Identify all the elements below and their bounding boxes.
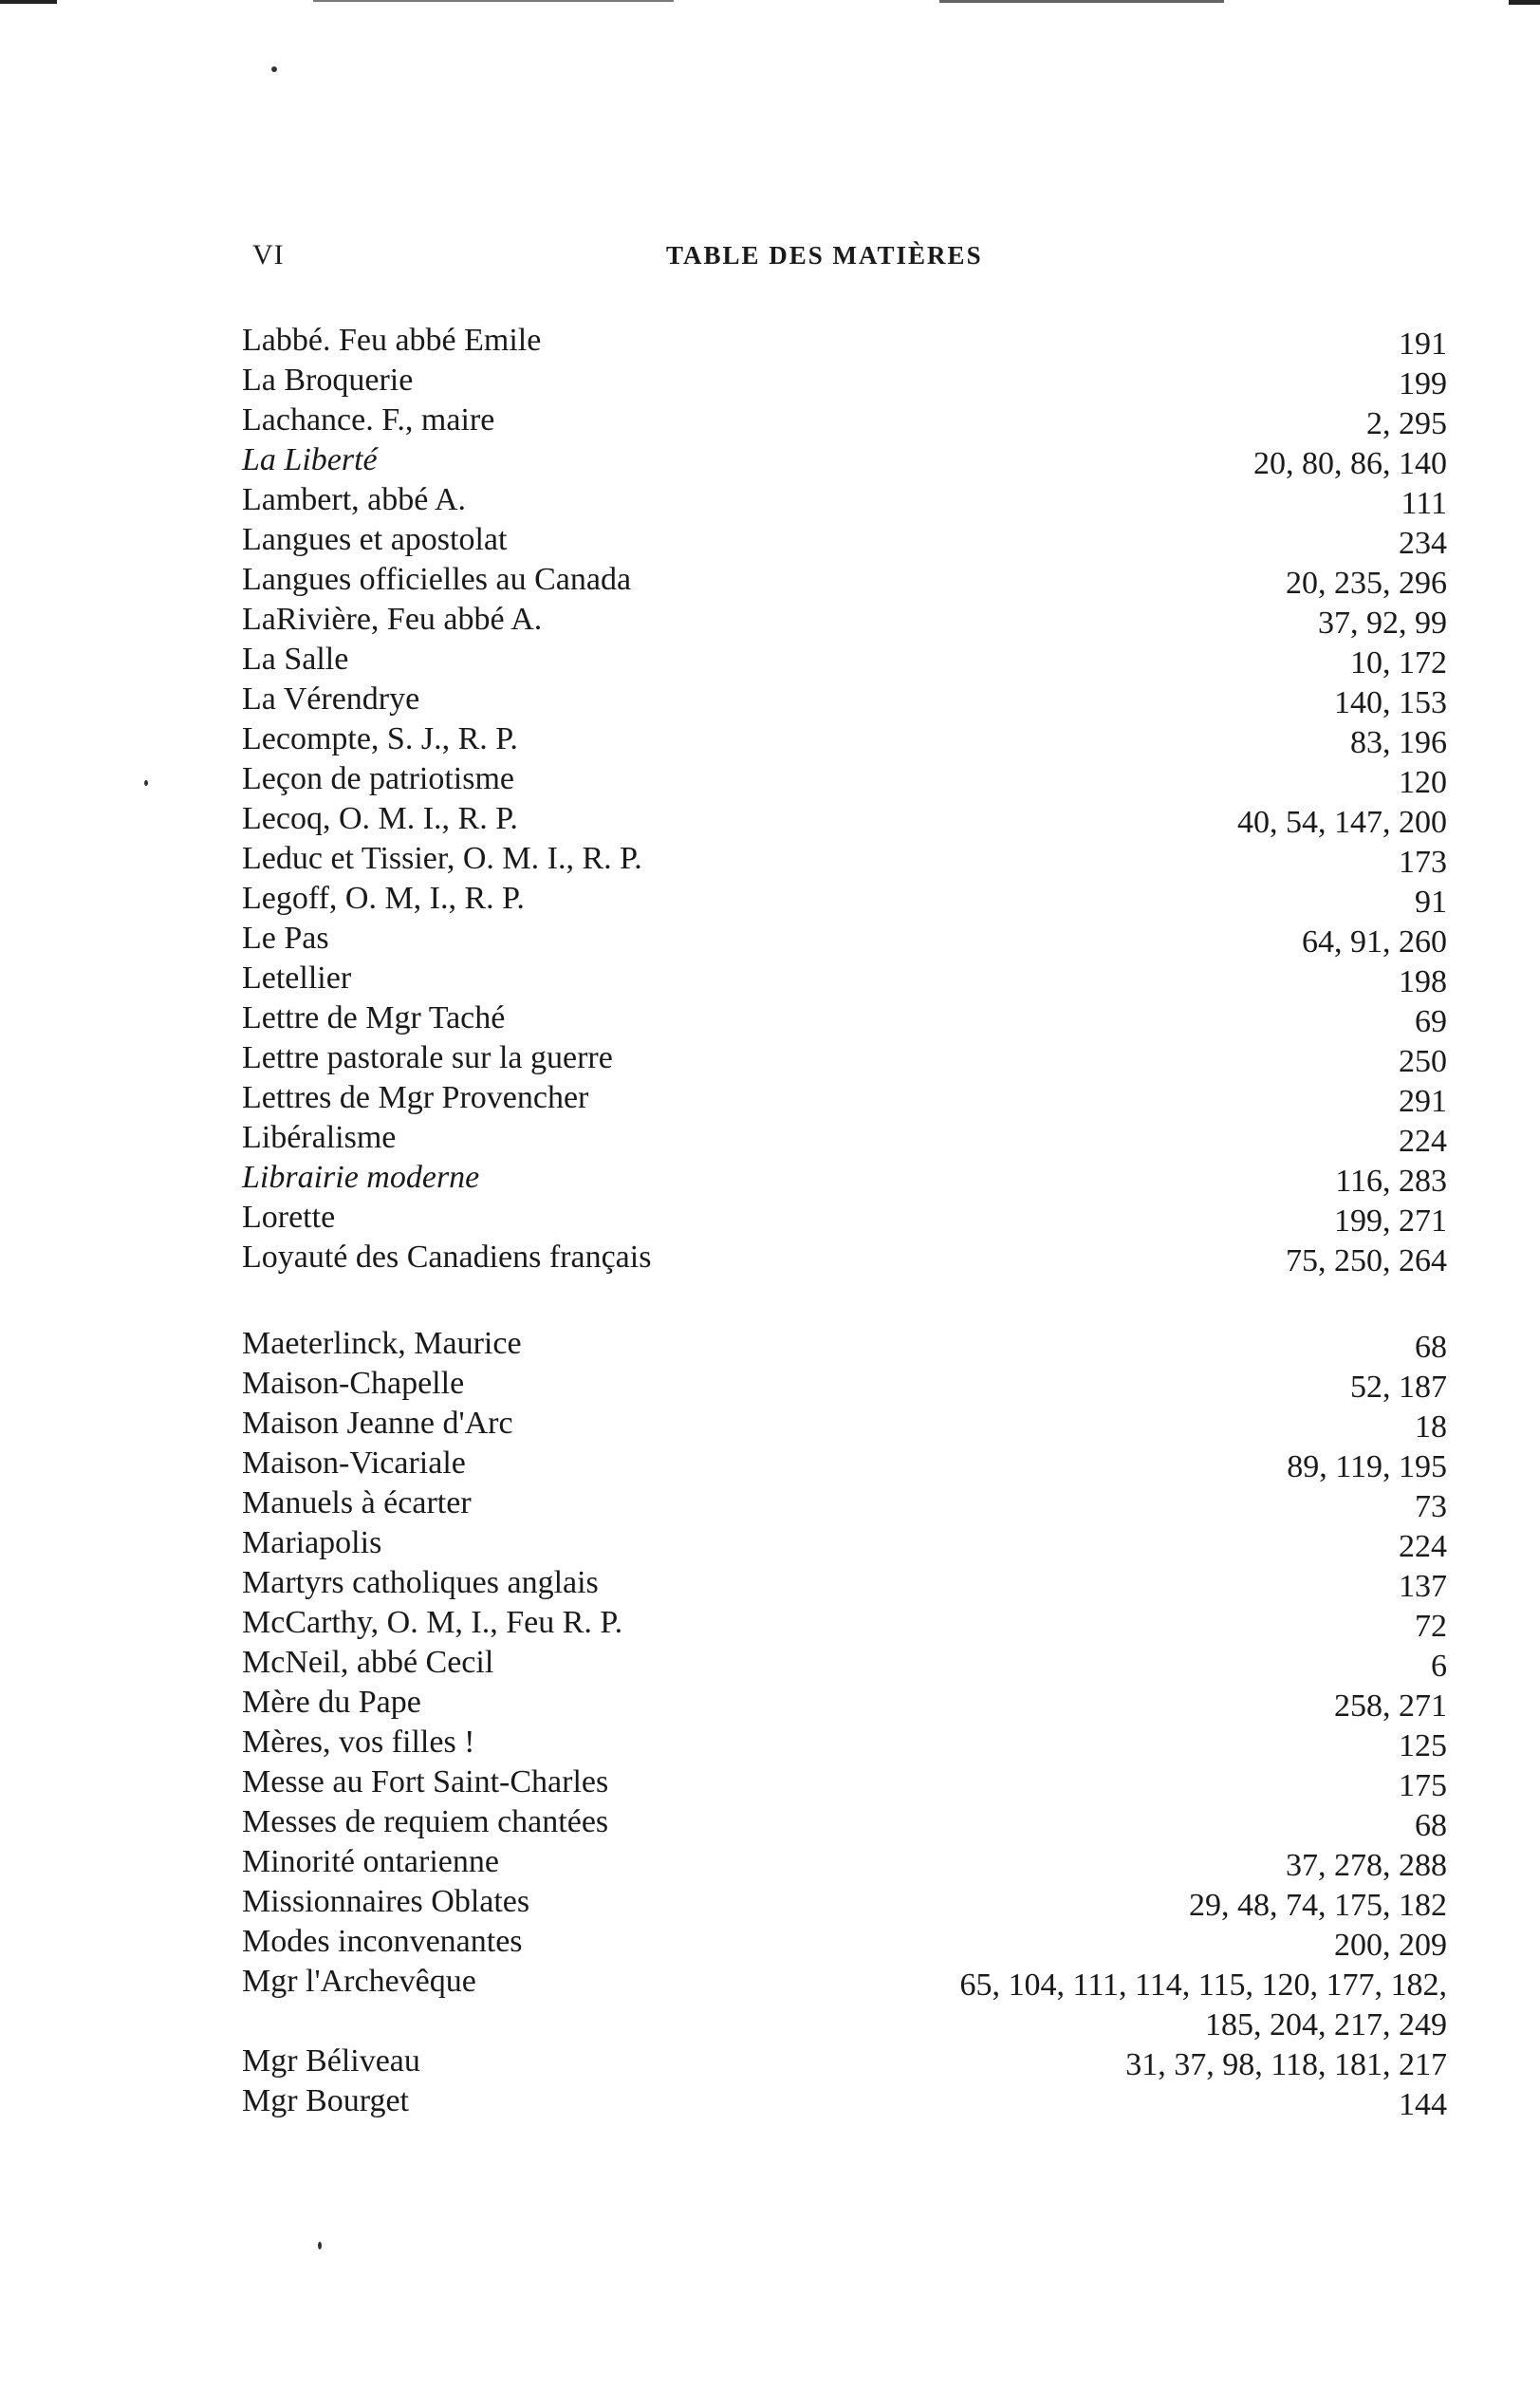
index-entry xyxy=(242,480,1447,520)
index-term: Maison Jeanne d'Arc xyxy=(242,1406,513,1441)
page-references: 234 xyxy=(1399,526,1447,561)
index-entry xyxy=(242,1762,1447,1802)
index-term: Lecompte, S. J., R. P. xyxy=(242,721,518,756)
index-entry xyxy=(242,1038,1447,1078)
index-term: Martyrs catholiques anglais xyxy=(242,1565,599,1600)
page-references: 69 xyxy=(1415,1004,1447,1039)
index-term: Maeterlinck, Maurice xyxy=(242,1326,522,1361)
scan-artifact xyxy=(939,0,1224,3)
index-entry xyxy=(242,640,1447,680)
page-references: 198 xyxy=(1399,964,1447,999)
page-references: 83, 196 xyxy=(1350,725,1447,760)
index-term: Messes de requiem chantées xyxy=(242,1804,609,1839)
index-section-m xyxy=(242,1324,1447,2121)
index-term: Minorité ontarienne xyxy=(242,1844,499,1879)
index-entry xyxy=(242,1523,1447,1563)
index-section-l xyxy=(242,321,1447,1277)
scan-speck xyxy=(144,780,148,786)
index-term: Langues officielles au Canada xyxy=(242,562,632,597)
index-entry xyxy=(242,719,1447,759)
index-entry xyxy=(242,600,1447,640)
page-references: 224 xyxy=(1399,1124,1447,1159)
page-number: VI xyxy=(252,239,285,270)
index-entry xyxy=(242,560,1447,600)
page-references: 89, 119, 195 xyxy=(1287,1449,1447,1484)
index-term: Mères, vos filles ! xyxy=(242,1725,475,1760)
index-term: Legoff, O. M, I., R. P. xyxy=(242,881,525,916)
index-entry xyxy=(242,759,1447,799)
index-entry xyxy=(242,321,1447,361)
index-entry xyxy=(242,1922,1447,1962)
index-entry xyxy=(242,799,1447,839)
page-references: 258, 271 xyxy=(1334,1688,1447,1724)
index-term: Mariapolis xyxy=(242,1525,382,1560)
page-references: 40, 54, 147, 200 xyxy=(1237,805,1447,840)
page-references: 20, 80, 86, 140 xyxy=(1253,446,1447,481)
index-term: McNeil, abbé Cecil xyxy=(242,1645,494,1680)
index-entry xyxy=(242,1563,1447,1603)
index-entry xyxy=(242,2081,1447,2121)
index-entry xyxy=(242,1078,1447,1118)
page-references: 175 xyxy=(1399,1768,1447,1803)
index-term: Lorette xyxy=(242,1200,336,1235)
index-entry xyxy=(242,680,1447,719)
index-term: Maison-Chapelle xyxy=(242,1366,465,1401)
index-entry xyxy=(242,839,1447,879)
scan-speck xyxy=(271,66,277,72)
page-references: 37, 278, 288 xyxy=(1286,1848,1447,1883)
index-term: La Liberté xyxy=(242,442,378,477)
index-term: Lambert, abbé A. xyxy=(242,482,467,517)
page-references: 31, 37, 98, 118, 181, 217 xyxy=(1125,2047,1447,2082)
page-references: 116, 283 xyxy=(1335,1164,1447,1199)
page-references: 250 xyxy=(1399,1044,1447,1079)
index-entry xyxy=(242,1603,1447,1643)
index-entry xyxy=(242,998,1447,1038)
index-term: Lettres de Mgr Provencher xyxy=(242,1080,589,1115)
index-term: Labbé. Feu abbé Emile xyxy=(242,323,542,358)
index-term: La Vérendrye xyxy=(242,681,420,717)
page-references: 64, 91, 260 xyxy=(1302,924,1447,960)
index-term: Loyauté des Canadiens français xyxy=(242,1240,652,1275)
page-references: 37, 92, 99 xyxy=(1318,606,1447,641)
index-term: Letellier xyxy=(242,960,352,996)
index-entry xyxy=(242,520,1447,560)
index-entry xyxy=(242,1483,1447,1523)
page-references: 291 xyxy=(1399,1084,1447,1119)
index-entry xyxy=(242,1364,1447,1404)
page-references: 68 xyxy=(1415,1330,1447,1365)
running-title: TABLE DES MATIÈRES xyxy=(666,241,983,270)
index-entry xyxy=(242,440,1447,480)
index-entry xyxy=(242,401,1447,440)
index-entry xyxy=(242,1882,1447,1922)
page-references: 140, 153 xyxy=(1334,685,1447,720)
page-references: 199, 271 xyxy=(1334,1203,1447,1239)
index-entry xyxy=(242,1842,1447,1882)
page-references: 191 xyxy=(1399,326,1447,362)
index-entry xyxy=(242,959,1447,998)
index-term: Lecoq, O. M. I., R. P. xyxy=(242,801,518,836)
page-references: 52, 187 xyxy=(1350,1370,1447,1405)
index-entry xyxy=(242,919,1447,959)
page-references: 173 xyxy=(1399,845,1447,880)
scan-artifact xyxy=(0,0,57,4)
index-term: Mgr l'Archevêque xyxy=(242,1964,476,1999)
index-entry xyxy=(242,1723,1447,1762)
index-term: Leçon de patriotisme xyxy=(242,761,515,796)
page-references: 73 xyxy=(1415,1489,1447,1524)
scan-speck xyxy=(318,2242,322,2249)
index-term: Missionnaires Oblates xyxy=(242,1884,530,1919)
index-entry xyxy=(242,1198,1447,1238)
index-entry xyxy=(242,879,1447,919)
page-references: 2, 295 xyxy=(1366,406,1447,441)
page-references: 68 xyxy=(1415,1808,1447,1843)
index-entry xyxy=(242,2042,1447,2081)
page-references: 224 xyxy=(1399,1529,1447,1564)
index-term: Manuels à écarter xyxy=(242,1485,472,1520)
page-references: 65, 104, 111, 114, 115, 120, 177, 182, 185, 204, 217, 249 xyxy=(959,1967,1447,2042)
index-term: Lettre de Mgr Taché xyxy=(242,1000,506,1035)
page-references: 6 xyxy=(1431,1649,1447,1684)
index-entry xyxy=(242,1158,1447,1198)
page-references: 200, 209 xyxy=(1334,1928,1447,1963)
page-references: 10, 172 xyxy=(1350,645,1447,681)
page-references: 18 xyxy=(1415,1409,1447,1445)
index-term: Lettre pastorale sur la guerre xyxy=(242,1040,613,1075)
running-header xyxy=(252,239,1540,277)
index-entry xyxy=(242,1324,1447,1364)
index-entry xyxy=(242,1404,1447,1444)
index-term: La Broquerie xyxy=(242,363,414,398)
index-entry xyxy=(242,1444,1447,1483)
index-term: Mgr Béliveau xyxy=(242,2043,420,2079)
index-entry xyxy=(242,1643,1447,1683)
page-references: 137 xyxy=(1399,1569,1447,1604)
index-term: Messe au Fort Saint-Charles xyxy=(242,1764,609,1800)
page-references: 72 xyxy=(1415,1609,1447,1644)
index-entry xyxy=(242,1802,1447,1842)
index-term: Langues et apostolat xyxy=(242,522,508,557)
index-term: Maison-Vicariale xyxy=(242,1445,466,1481)
index-entry xyxy=(242,1118,1447,1158)
page-references: 75, 250, 264 xyxy=(1286,1243,1447,1278)
scan-artifact xyxy=(313,0,674,2)
index-term: Mère du Pape xyxy=(242,1685,421,1720)
page-references: 29, 48, 74, 175, 182 xyxy=(1189,1888,1447,1923)
index-term: Lachance. F., maire xyxy=(242,402,495,438)
index-entry xyxy=(242,361,1447,401)
index-term: Leduc et Tissier, O. M. I., R. P. xyxy=(242,841,642,876)
index-term: Modes inconvenantes xyxy=(242,1924,523,1959)
page-references: 111 xyxy=(1401,486,1447,521)
index-term: Librairie moderne xyxy=(242,1160,480,1195)
scan-artifact xyxy=(1509,0,1540,5)
index-term: La Salle xyxy=(242,642,349,677)
index-term: LaRivière, Feu abbé A. xyxy=(242,602,543,637)
index-term: Libéralisme xyxy=(242,1120,397,1155)
page-references: 120 xyxy=(1399,765,1447,800)
index-entry xyxy=(242,1962,1447,2042)
page-references: 20, 235, 296 xyxy=(1286,566,1447,601)
page-references: 91 xyxy=(1415,885,1447,920)
page-references: 199 xyxy=(1399,366,1447,401)
index-term: Mgr Bourget xyxy=(242,2083,409,2118)
page-references: 144 xyxy=(1399,2087,1447,2122)
index-term: Le Pas xyxy=(242,921,329,956)
index-entry xyxy=(242,1683,1447,1723)
index-entry xyxy=(242,1238,1447,1277)
page-references: 125 xyxy=(1399,1728,1447,1763)
index-term: McCarthy, O. M, I., Feu R. P. xyxy=(242,1605,623,1640)
